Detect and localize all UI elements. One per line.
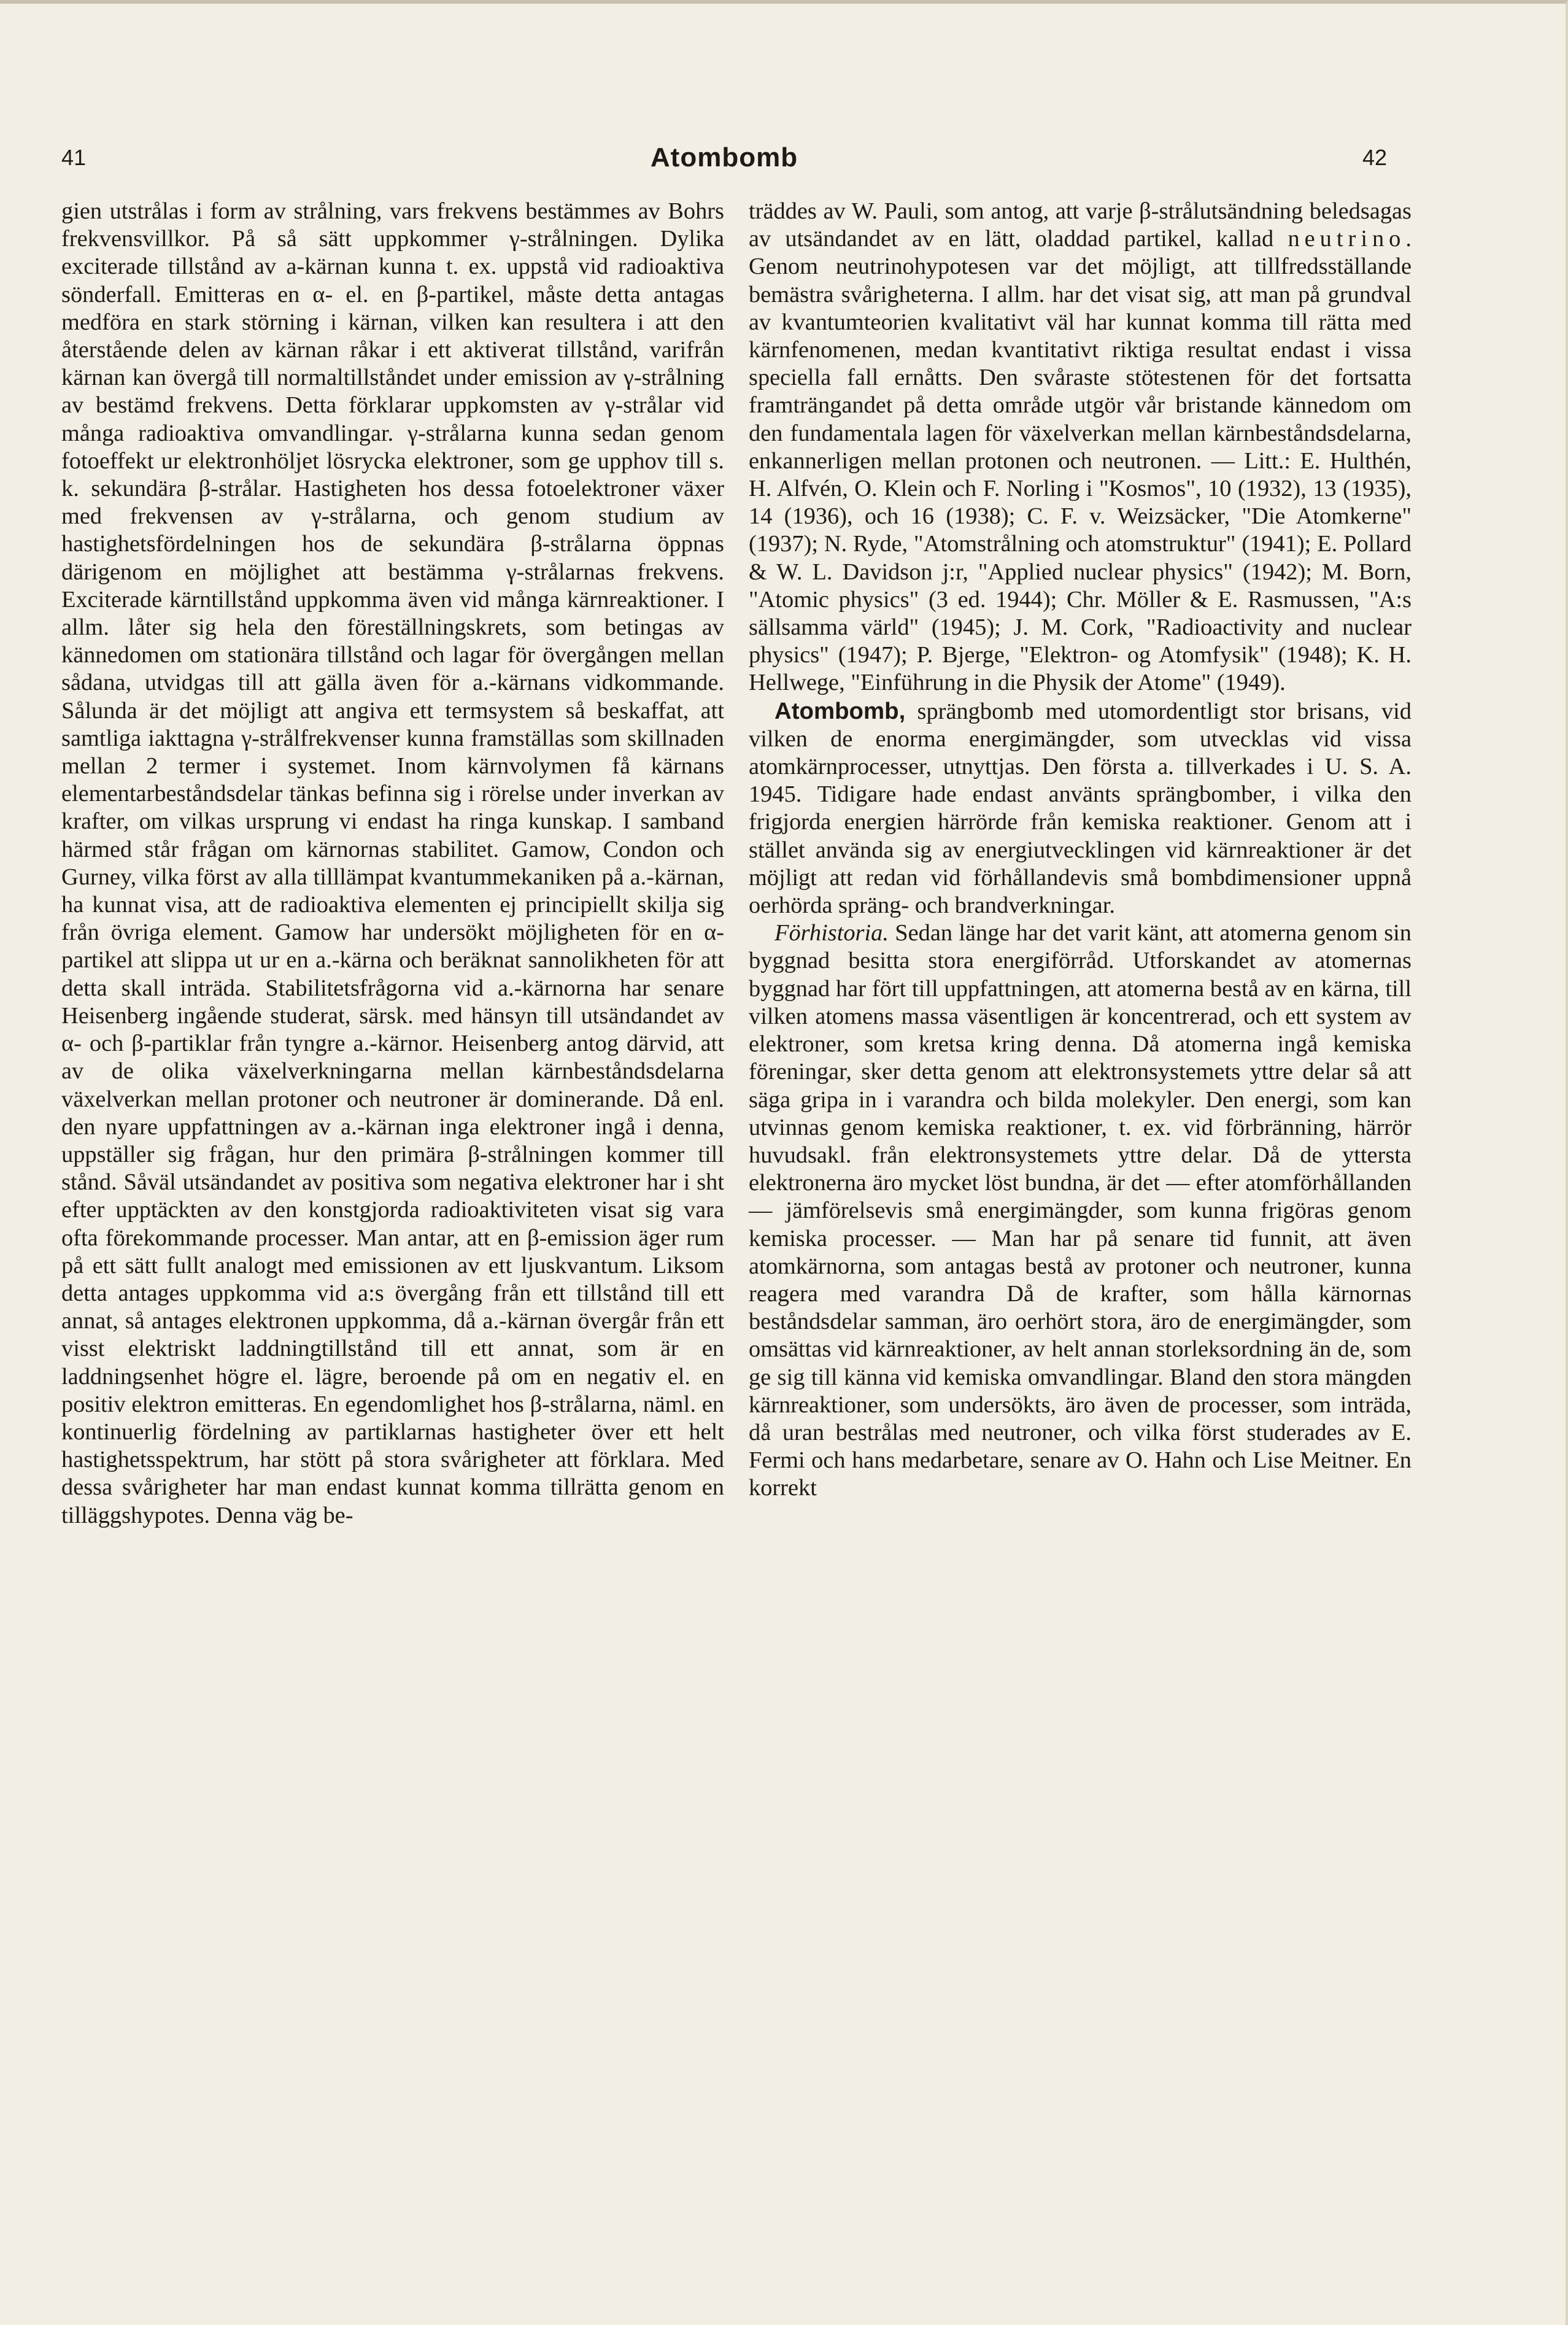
left-column — [61, 198, 724, 1530]
right-column — [749, 198, 1412, 1503]
left-page-number: 41 — [61, 145, 87, 170]
continued-paragraph-text-start: träddes av W. Pauli, som antog, att varje β-strålutsändning beledsagas av utsändandet av en lätt, oladdad partikel, kallad — [749, 198, 1412, 252]
continued-paragraph-text-end: . Genom neutrinohypotesen var det möjligt, att tillfredsställande bemästra svårigheterna. I allm. har det visat sig, att man på grundval av kvantumteorien kvalitativt väl har kunnat komma till rätta med kärnfenomenen, medan kvantitativt riktiga resultat endast i vissa speciella fall ernåtts. Den svåraste stötestenen för det fortsatta framträngandet på detta område utgör vår bristande kännedom om den fundamentala lagen för växelverkan mellan kärnbeståndsdelarna, enkannerligen mellan protonen och neutronen. — Litt.: E. Hulthén, H. Alfvén, O. Klein och F. Norling i "Kosmos", 10 (1932), 13 (1935), 14 (1936), och 16 (1938); C. F. v. Weizsäcker, "Die Atomkerne" (1937); N. Ryde, "Atomstrålning och atomstruktur" (1941); E. Pollard & W. L. Davidson j:r, "Applied nuclear physics" (1942); M. Born, "Atomic physics" (3 ed. 1944); Chr. Möller & E. Rasmussen, "A:s sällsamma värld" (1945); J. M. Cork, "Radioactivity and nuclear physics" (1947); P. Bjerge, "Elektron- og Atomfysik" (1948); K. H. Hellwege, "Einführung in die Physik der Atome" (1949). — [749, 226, 1412, 696]
forhistoria-section — [749, 919, 1412, 1502]
atombomb-entry — [749, 697, 1412, 920]
atombomb-definition: sprängbomb med utomordentligt stor brisans, vid vilken de enorma energimängder, som utvecklas vid vissa atomkärnprocesser, utnyttjas. Den första a. tillverkades i U. S. A. 1945. Tidigare hade endast använts sprängbomber, i vilka den frigjorda energien härrörde från kemiska reaktioner. Genom att i stället använda sig av energiutvecklingen vid kärnreaktioner är det möjligt att redan vid förhållandevis små bombdimensioner uppnå oerhörda spräng- och brandverkningar. — [749, 698, 1412, 919]
atombomb-headword: Atombomb, — [774, 697, 906, 724]
forhistoria-text: Sedan länge har det varit känt, att atomerna genom sin byggnad besitta stora energiförråd. Utforskandet av atomernas byggnad har fört till uppfattningen, att atomerna bestå av en kärna, till vilken atomens massa väsentligen är koncentrerad, och ett system av elektroner, som kretsa kring denna. Då atomerna ingå kemiska föreningar, sker detta genom att elektronsystemets yttre delar så att säga gripa in i varandra och bilda molekyler. Den energi, som kan utvinnas genom kemiska reaktioner, t. ex. vid förbränning, härrör huvudsakl. från elektronsystemets yttre delar. Då de yttersta elektronerna äro mycket löst bundna, är det — efter atomförhållanden — jämförelsevis små energimängder, som kunna frigöras genom kemiska processer. — Man har på senare tid funnit, att även atomkärnorna, som antagas bestå av protoner och neutroner, kunna reagera med varandra Då de krafter, som hålla kärnornas beståndsdelar samman, äro oerhört stora, äro de energimängder, som omsättas vid kärnreaktioner, av helt annan storleksordning än de, som ge sig till känna vid kemiska omvandlingar. Bland den stora mängden kärnreaktioner, som undersökts, äro även de processer, som inträda, då uran bestrålas med neutroner, och vilka först studerades av E. Fermi och hans medarbetare, senare av O. Hahn och Lise Meitner. En korrekt — [749, 920, 1412, 1501]
continued-paragraph — [749, 198, 1412, 697]
forhistoria-heading: Förhistoria. — [774, 920, 889, 946]
running-title: Atombomb — [650, 142, 798, 172]
right-page-number: 42 — [1362, 145, 1387, 170]
page-header — [61, 142, 1387, 185]
neutrino-term: neutrino — [1288, 226, 1406, 252]
left-column-text: gien utstrålas i form av strålning, vars frekvens bestämmes av Bohrs frekvensvillkor. På så sätt uppkommer γ-strålningen. Dylika exciterade tillstånd av a-kärnan kunna t. ex. uppstå vid radioaktiva sönderfall. Emitteras en α- el. en β-partikel, måste detta antagas medföra en stark störning i kärnan, vilken kan resultera i att den återstående delen av kärnan råkar i ett aktiverat tillstånd, varifrån kärnan kan övergå till normaltillståndet under emission av γ-strålning av bestämd frekvens. Detta förklarar uppkomsten av γ-strålar vid många radioaktiva omvandlingar. γ-strålarna kunna sedan genom fotoeffekt ur elektronhöljet lösrycka elektroner, som ge upphov till s. k. sekundära β-strålar. Hastigheten hos dessa fotoelektroner växer med frekvensen av γ-strålarna, och genom studium av hastighetsfördelningen hos de sekundära β-strålarna öppnas därigenom en möjlighet att bestämma γ-strålarnas frekvens. Exciterade kärntillstånd uppkomma även vid många kärnreaktioner. I allm. låter sig hela den föreställningskrets, som betingas av kännedomen om stationära tillstånd och lagar för övergången mellan sådana, utvidgas till att gälla även för a.-kärnans vidkommande. Sålunda är det möjligt att angiva ett termsystem så beskaffat, att samtliga iakttagna γ-strålfrekvenser kunna framställas som skillnaden mellan 2 termer i systemet. Inom kärnvolymen få kärnans elementarbeståndsdelar tänkas befinna sig i rörelse under inverkan av krafter, om vilkas ursprung vi endast ha ringa kunskap. I samband härmed står frågan om kärnornas stabilitet. Gamow, Condon och Gurney, vilka först av alla tilllämpat kvantummekaniken på a.-kärnan, ha kunnat visa, att de radioaktiva elementen ej principiellt skilja sig från övriga element. Gamow har undersökt möjligheten för en α-partikel att slippa ut ur en a.-kärna och beräknat sannolikheten för att detta skall inträda. Stabilitetsfrågorna vid a.-kärnorna har senare Heisenberg ingående studerat, särsk. med hänsyn till utsändandet av α- och β-partiklar från tyngre a.-kärnor. Heisenberg antog därvid, att av de olika växelverkningarna mellan kärnbeståndsdelarna växelverkan mellan protoner och neutroner är dominerande. Då enl. den nyare uppfattningen av a.-kärnan inga elektroner ingå i denna, uppställer sig frågan, hur den primära β-strålningen kommer till stånd. Såväl utsändandet av positiva som negativa elektroner har i sht efter upptäckten av den konstgjorda radioaktiviteten visat sig vara ofta förekommande processer. Man antar, att en β-emission äger rum på ett sätt fullt analogt med emissionen av ett ljuskvantum. Liksom detta antages uppkomma vid a:s övergång från ett tillstånd till ett annat, så antages elektronen uppkomma, då a.-kärnan övergår från ett visst elektriskt laddningtillstånd till ett annat, som är en laddningsenhet högre el. lägre, beroende på om en negativ el. en positiv elektron emitteras. En egendomlighet hos β-strålarna, näml. en kontinuerlig fördelning av partiklarnas hastigheter över ett helt hastighetsspektrum, har stött på stora svårigheter att förklara. Med dessa svårigheter har man endast kunnat komma tillrätta genom en tilläggshypotes. Denna väg be- — [61, 198, 724, 1528]
